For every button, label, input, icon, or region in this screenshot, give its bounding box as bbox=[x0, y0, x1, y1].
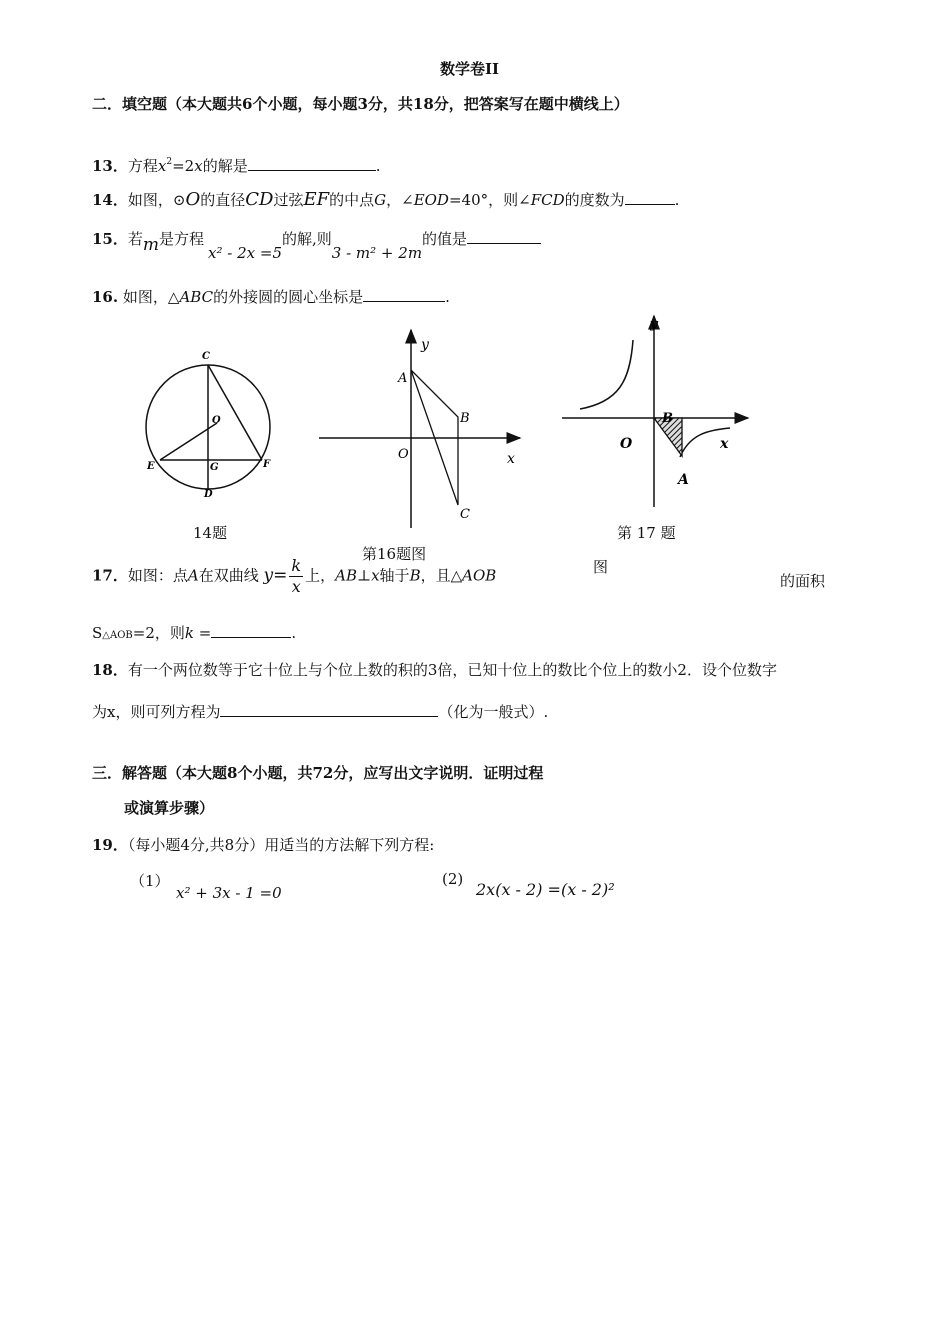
label-e: E bbox=[147, 461, 155, 472]
question-number: 13． bbox=[92, 157, 128, 175]
q18-text: 为x，则可列方程为 bbox=[92, 703, 221, 721]
label-b: B bbox=[662, 411, 673, 426]
q15-equation: x² - 2x =5 bbox=[208, 244, 282, 262]
q15-text: 若 bbox=[127, 230, 143, 248]
question-18 bbox=[92, 659, 777, 680]
q16-end: . bbox=[445, 288, 450, 306]
question-18-line2 bbox=[92, 701, 548, 722]
question-16 bbox=[92, 286, 450, 307]
question-19 bbox=[92, 834, 434, 855]
q14-var: G bbox=[374, 191, 387, 209]
q15-text: 的解,则 bbox=[282, 230, 332, 248]
answer-blank[interactable] bbox=[211, 622, 291, 638]
q17-var: B bbox=[409, 566, 421, 585]
q13-var: x bbox=[194, 157, 203, 175]
q17-var: AB bbox=[335, 566, 357, 585]
question-17-line2 bbox=[92, 622, 296, 643]
question-number: 17． bbox=[92, 566, 128, 585]
q15-text: 是方程 bbox=[159, 230, 205, 248]
q17-text: 上， bbox=[305, 566, 336, 585]
q15-var: m bbox=[142, 235, 160, 255]
q17-text: 如图：点 bbox=[127, 566, 188, 585]
answer-blank[interactable] bbox=[467, 228, 541, 244]
q14-var: CD bbox=[245, 189, 274, 210]
label-a: A bbox=[398, 371, 408, 386]
q17-equals: = bbox=[198, 624, 212, 642]
label-o: O bbox=[212, 415, 221, 426]
q19-part1-equation: x² + 3x - 1 =0 bbox=[176, 884, 282, 902]
q13-text: =2 bbox=[172, 157, 195, 175]
q15-text: 的值是 bbox=[422, 230, 468, 248]
label-f: F bbox=[263, 459, 271, 470]
figure-17-caption-2: 图 bbox=[593, 558, 609, 576]
q17-text: =2，则 bbox=[132, 624, 185, 642]
hyperbola-branch-upper bbox=[580, 340, 633, 409]
q14-text: 如图，⊙ bbox=[127, 191, 186, 209]
q17-var: x bbox=[371, 566, 380, 585]
q14-text: 的度数为 bbox=[564, 191, 625, 209]
q14-var: O bbox=[185, 189, 201, 210]
q17-text: ⊥ bbox=[356, 566, 372, 585]
q19-part2-label: (2) bbox=[442, 870, 464, 888]
q17-s: S bbox=[92, 624, 103, 642]
q17-end: . bbox=[291, 624, 297, 642]
q13-text: 的解是 bbox=[202, 157, 248, 175]
label-y: y bbox=[421, 337, 429, 353]
answer-blank[interactable] bbox=[625, 189, 675, 205]
question-number: 16. bbox=[92, 288, 119, 306]
q13-text: 方程 bbox=[127, 157, 158, 175]
q17-area-text: 的面积 bbox=[780, 572, 826, 590]
q18-text: （化为一般式）. bbox=[438, 703, 549, 721]
q16-var: ABC bbox=[179, 288, 214, 306]
q13-exponent: 2 bbox=[166, 157, 173, 167]
q15-expression: 3 - m² + 2m bbox=[331, 244, 423, 262]
label-c: C bbox=[202, 351, 210, 362]
q14-text: 过弦 bbox=[273, 191, 304, 209]
figure-14-caption: 14题 bbox=[193, 524, 228, 542]
label-o: O bbox=[620, 436, 633, 452]
label-g: G bbox=[210, 462, 219, 473]
question-17 bbox=[92, 556, 496, 597]
q14-text: 的直径 bbox=[200, 191, 246, 209]
q17-var: k bbox=[184, 624, 194, 642]
q17-subscript: △AOB bbox=[102, 630, 133, 641]
label-a: A bbox=[678, 472, 689, 488]
q17-equals: = bbox=[273, 565, 288, 586]
label-b: B bbox=[460, 411, 470, 426]
q13-end: . bbox=[375, 157, 381, 175]
q14-text: =40°，则∠ bbox=[448, 191, 531, 209]
figure-14 bbox=[140, 345, 290, 505]
segment-cf bbox=[208, 365, 262, 460]
label-y: y bbox=[650, 317, 658, 332]
q14-var: EF bbox=[303, 189, 330, 210]
q19-part2-equation: 2x(x - 2) =(x - 2)² bbox=[476, 880, 615, 899]
label-c: C bbox=[460, 507, 470, 522]
q17-var: AOB bbox=[462, 566, 497, 585]
label-o: O bbox=[398, 447, 409, 462]
q17-text: 在双曲线 bbox=[198, 566, 259, 585]
q17-var: A bbox=[187, 566, 199, 585]
question-number: 19． bbox=[92, 836, 128, 854]
q14-text: 的中点 bbox=[329, 191, 375, 209]
section3-heading: 三．解答题（本大题8个小题，共72分，应写出文字说明．证明过程 bbox=[92, 764, 544, 782]
q13-var: x bbox=[157, 157, 167, 175]
question-14 bbox=[92, 189, 679, 210]
q14-var: EOD bbox=[413, 191, 449, 209]
question-number: 18． bbox=[92, 661, 128, 679]
q17-text: ，且△ bbox=[420, 566, 463, 585]
label-x: x bbox=[507, 451, 515, 467]
question-number: 14． bbox=[92, 191, 128, 209]
q14-var: FCD bbox=[530, 191, 565, 209]
figure-17-caption: 第 17 题 bbox=[617, 524, 676, 542]
page-title: 数学卷II bbox=[440, 60, 500, 78]
q19-part1-label: （1） bbox=[130, 872, 170, 890]
answer-blank[interactable] bbox=[363, 286, 445, 302]
question-number: 15． bbox=[92, 230, 128, 248]
section2-heading: 二．填空题（本大题共6个小题，每小题3分，共18分，把答案写在题中横线上） bbox=[92, 95, 629, 113]
q18-text: 有一个两位数等于它十位上与个位上数的积的3倍，已知十位上的数比个位上的数小2．设个位数字 bbox=[127, 661, 777, 679]
answer-blank[interactable] bbox=[220, 701, 438, 717]
answer-blank[interactable] bbox=[248, 155, 376, 171]
question-15 bbox=[92, 228, 541, 262]
label-d: D bbox=[204, 489, 213, 500]
label-x: x bbox=[720, 436, 729, 452]
figure-17 bbox=[558, 312, 758, 512]
q17-text: 轴于 bbox=[379, 566, 410, 585]
fraction-k-over-x bbox=[289, 556, 303, 597]
q16-text: 的外接圆的圆心坐标是 bbox=[213, 288, 364, 306]
q14-text: ，∠ bbox=[386, 191, 414, 209]
q16-text: 如图，△ bbox=[122, 288, 180, 306]
fraction-denominator: x bbox=[291, 577, 301, 596]
q17-var: y bbox=[263, 565, 274, 586]
fraction-numerator: k bbox=[291, 556, 302, 575]
q14-end: . bbox=[674, 191, 680, 209]
section3-heading-line2: 或演算步骤） bbox=[124, 799, 215, 817]
q19-text: （每小题4分,共8分）用适当的方法解下列方程: bbox=[127, 836, 435, 854]
figure-16-caption: 第16题图 bbox=[362, 545, 427, 563]
figure-16 bbox=[315, 325, 530, 535]
question-13 bbox=[92, 155, 380, 176]
